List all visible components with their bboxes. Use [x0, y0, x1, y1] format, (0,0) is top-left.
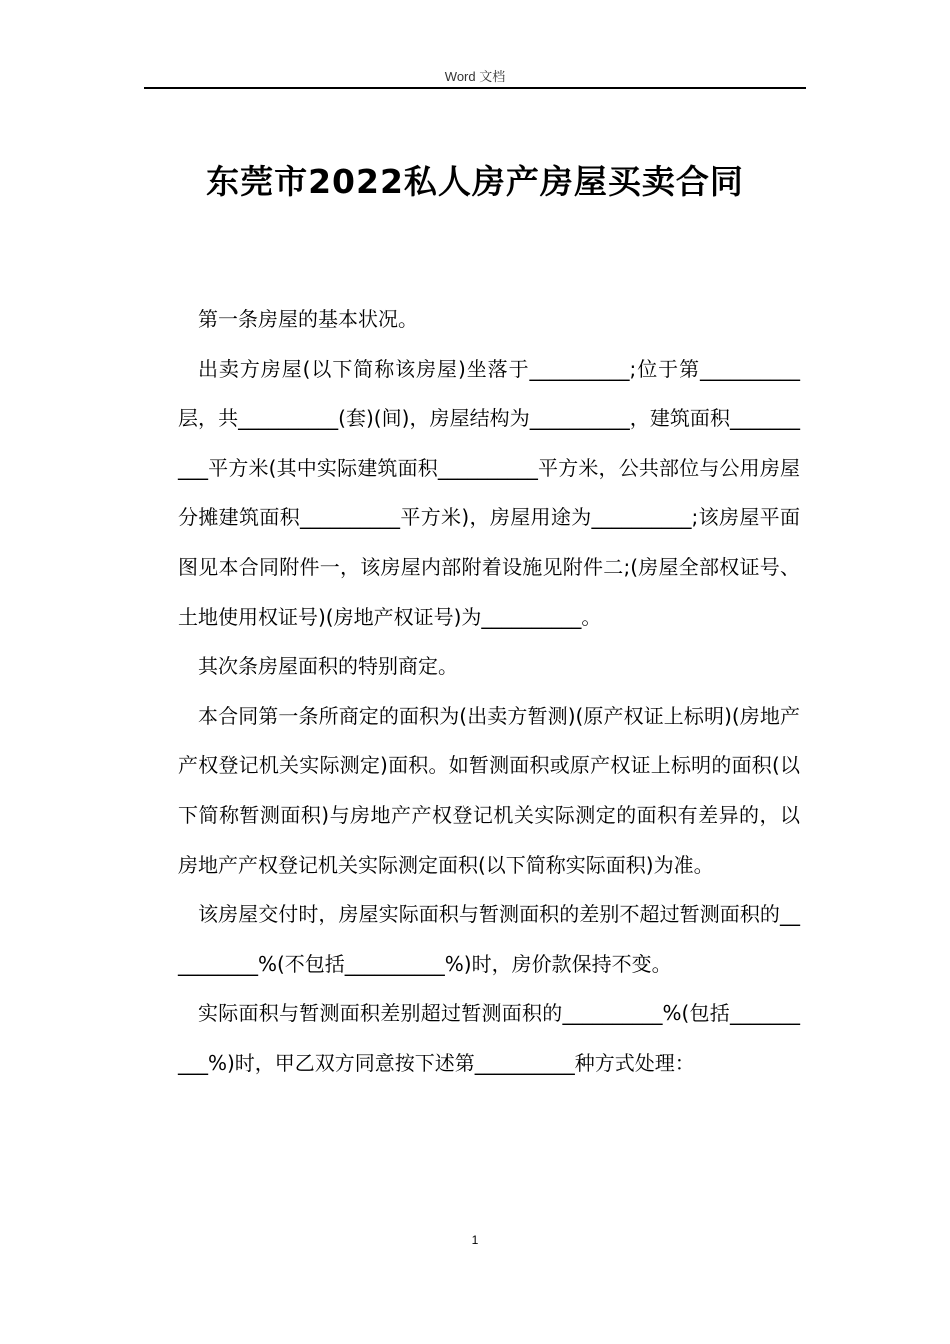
paragraph-property-status: 出卖方房屋(以下简称该房屋)坐落于__________;位于第__________层，共__________(套)(间)，房屋结构为__________，建筑面积__________平方米(其中实际建筑面积__________平方米，公共部位与公用房屋分摊建筑面积__________平方米)，房屋用途为__________;该房屋平面图见本合同附件一，该房屋内部附着设施见附件二;(房屋全部权证号、土地使用权证号)(房地产权证号)为__________。 [178, 356, 800, 629]
header-divider [144, 87, 806, 89]
paragraph-area-definition: 本合同第一条所商定的面积为(出卖方暂测)(原产权证上标明)(房地产产权登记机关实际测定)面积。如暂测面积或原产权证上标明的面积(以下简称暂测面积)与房地产产权登记机关实际测定的面积有差异的，以房地产产权登记机关实际测定面积(以下简称实际面积)为准。 [178, 703, 800, 877]
page-header: Word 文档 [444, 69, 506, 84]
paragraph-area-tolerance: 该房屋交付时，房屋实际面积与暂测面积的差别不超过暂测面积的__________%(不包括__________%)时，房价款保持不变。 [178, 902, 800, 976]
paragraph-article-2-heading: 其次条房屋面积的特别商定。 [198, 654, 458, 679]
document-body [178, 295, 800, 1089]
page-number: 1 [471, 1233, 479, 1247]
paragraph-article-1-heading: 第一条房屋的基本状况。 [198, 307, 418, 331]
paragraph-area-excess: 实际面积与暂测面积差别超过暂测面积的__________%(包括__________%)时，甲乙双方同意按下述第__________种方式处理： [178, 1001, 800, 1075]
document-title: 东莞市2022私人房产房屋买卖合同 [206, 162, 744, 201]
